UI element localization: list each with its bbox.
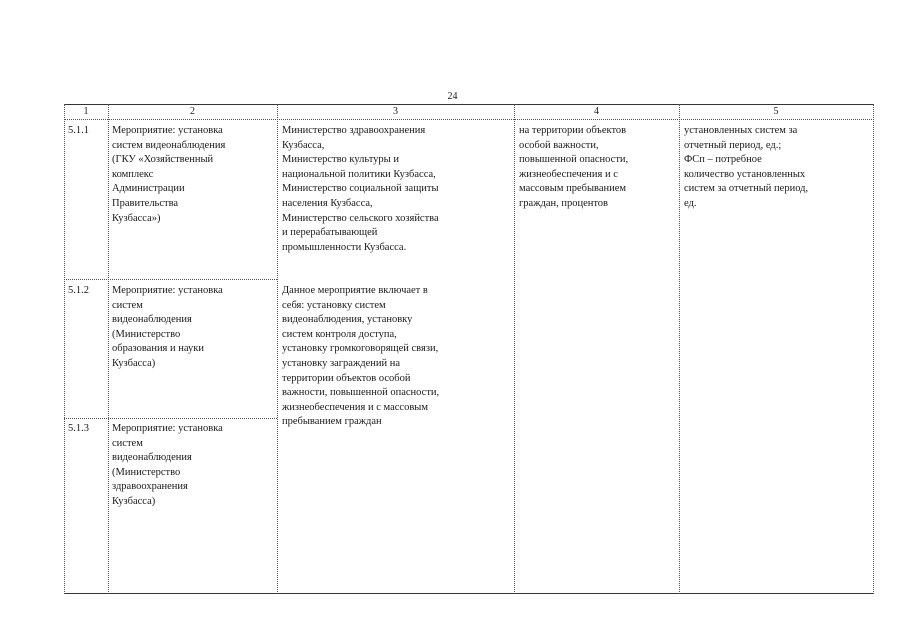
- column-border-4-5: [679, 104, 680, 594]
- row-number-5-1-1: 5.1.1: [68, 125, 89, 136]
- table-bottom-border: [64, 593, 874, 594]
- column-header-3: 3: [393, 106, 398, 117]
- row-number-5-1-2: 5.1.2: [68, 285, 89, 296]
- row-number-5-1-3: 5.1.3: [68, 423, 89, 434]
- row-separator-2: [64, 418, 277, 419]
- column-border-2-3: [277, 104, 278, 594]
- description-cell: Данное мероприятие включает в себя: установку систем видеонаблюдения, установку систем контроля доступа, установку громкоговорящей связи, установку заграждений на территории объектов особой важности, повышенной опасности, жизнеобеспечения и с массовым пребыванием граждан: [282, 285, 440, 428]
- event-cell-5-1-3: Мероприятие: установка систем видеонаблюдения (Министерство здравоохранения Кузбасса): [112, 423, 223, 507]
- measures-table: [64, 104, 874, 594]
- page-number: 24: [447, 91, 458, 102]
- column-header-4: 4: [594, 106, 599, 117]
- event-cell-5-1-2: Мероприятие: установка систем видеонаблюдения (Министерство образования и науки Кузбасса): [112, 285, 223, 369]
- column-header-1: 1: [83, 106, 89, 117]
- formula-cell: установленных систем за отчетный период, ед.; ФСп – потребное количество установленных систем за отчетный период, ед.: [684, 125, 809, 209]
- column-border-left: [64, 104, 65, 594]
- column-border-1-2: [108, 104, 109, 594]
- row-separator-1: [64, 279, 277, 280]
- indicator-cell: на территории объектов особой важности, повышенной опасности, жизнеобеспечения и с массовым пребыванием граждан, процентов: [519, 125, 629, 209]
- column-border-right: [873, 104, 874, 594]
- column-header-5: 5: [773, 106, 779, 117]
- column-border-3-4: [514, 104, 515, 594]
- event-cell-5-1-1: Мероприятие: установка систем видеонаблюдения (ГКУ «Хозяйственный комплекс Администрации Правительства Кузбасса»): [112, 125, 226, 224]
- executors-cell: Министерство здравоохранения Кузбасса, Министерство культуры и национальной политики Кузбасса, Министерство социальной защиты населения Кузбасса, Министерство сельского хозяйства и перерабатывающей промышленности Кузбасса.: [282, 125, 439, 253]
- column-header-2: 2: [190, 106, 195, 117]
- header-separator: [64, 119, 874, 120]
- table-top-border: [64, 104, 874, 105]
